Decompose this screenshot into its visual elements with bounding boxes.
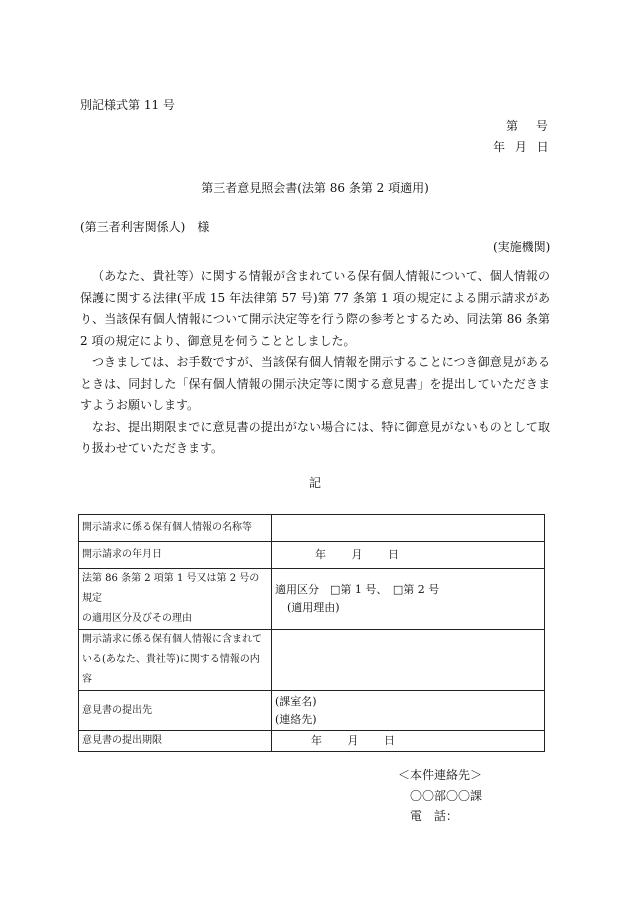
inquiry-table [78,514,545,752]
table-row [79,731,545,752]
table-value [272,542,545,569]
document-date: 年 月 日 [493,140,549,154]
ki-heading: 記 [308,476,321,490]
applicable-category: 適用区分 □第 1 号、 □第 2 号 [275,583,440,596]
table-label-line: 開示請求に係る保有個人情報に含まれて [82,634,262,645]
table-label-line: の適用区分及びその理由 [82,613,192,624]
body-paragraph-2: つきましては、お手数ですが、当該保有個人情報を開示することにつき御意見があるときは、同封した「保有個人情報の開示決定等に関する意見書」を提出していただきますようお願いします。 [80,355,550,412]
table-row [79,569,545,630]
table-label-line: 法第 86 条第 2 項第 1 号又は第 2 号の規定 [82,573,260,604]
table-label-line: いる(あなた、貴社等)に関する情報の内容 [82,654,260,685]
contact-department: 〇〇部〇〇課 [410,789,483,803]
form-number: 別記様式第 11 号 [80,98,175,112]
applicable-reason: (適用理由) [287,601,340,614]
table-label [79,630,272,691]
document-number: 第 号 [506,119,548,133]
table-label [79,569,272,630]
table-row [79,691,545,731]
table-value [272,569,545,630]
body-paragraph-1: （あなた、貴社等）に関する情報が含まれている保有個人情報について、個人情報の保護に関する法律(平成 15 年法律第 57 号)第 77 条第 1 項の規定による開示請求があり、当該保有個人情報について開示決定等を行う際の参考とするため、同法第 86 条第 2 項の規定により、御意見を伺うこととしました。 [80,269,550,348]
document-title: 第三者意見照会書(法第 86 条第 2 項適用) [201,181,429,195]
submission-office: (課室名) [275,694,317,708]
table-label: 開示請求の年月日 [79,542,272,569]
recipient: (第三者利害関係人) 様 [80,220,210,234]
table-label: 意見書の提出期限 [79,731,272,752]
table-row [79,515,545,542]
implementing-agency: (実施機関) [493,240,551,254]
submission-deadline: 年 月 日 [311,734,395,747]
body-paragraph-3: なお、提出期限までに意見書の提出がない場合には、特に御意見がないものとして取り扱わせていただきます。 [80,419,550,455]
request-date: 年 月 日 [315,548,399,561]
contact-heading: ＜本件連絡先＞ [398,768,483,782]
table-value [272,731,545,752]
table-row [79,542,545,569]
submission-contact: (連絡先) [275,712,317,726]
table-label: 開示請求に係る保有個人情報の名称等 [79,515,272,542]
body-text [80,266,550,460]
table-label: 意見書の提出先 [79,691,272,731]
table-value [272,691,545,731]
table-value [272,630,545,691]
table-value [272,515,545,542]
table-row [79,630,545,691]
contact-phone: 電 話： [410,809,458,823]
